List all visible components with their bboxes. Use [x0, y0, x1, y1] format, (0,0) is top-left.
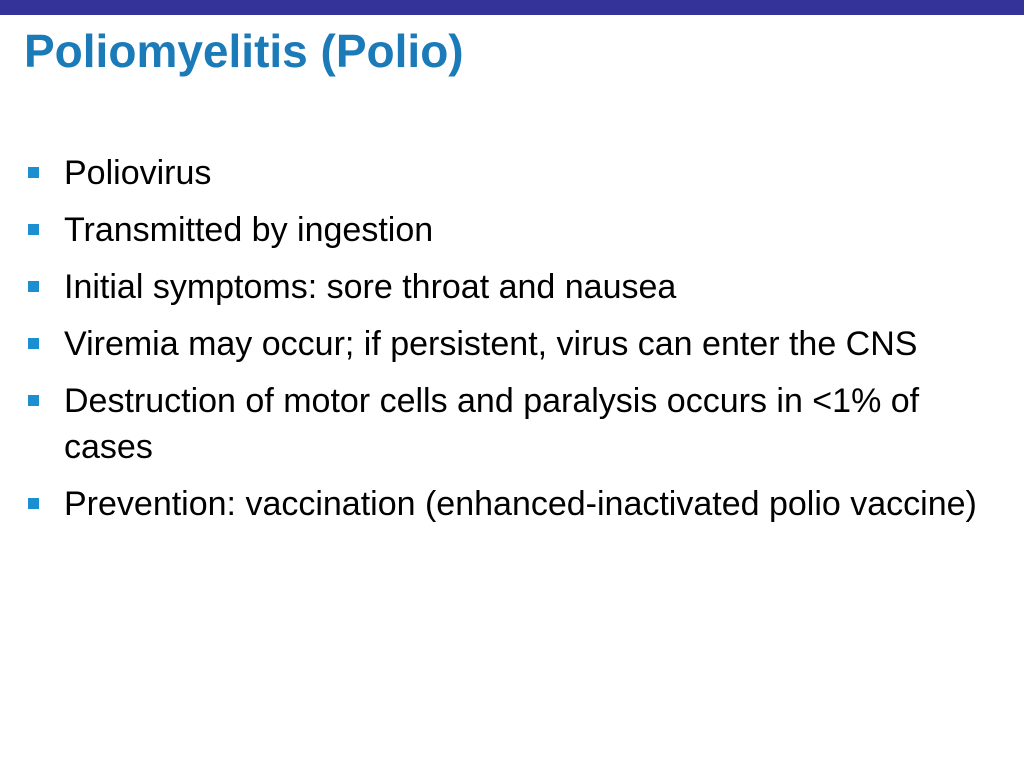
bullet-item — [24, 207, 984, 253]
bullet-list — [24, 150, 984, 538]
bullet-item — [24, 264, 984, 310]
bullet-text: Poliovirus — [64, 154, 212, 192]
square-bullet-icon — [28, 395, 39, 406]
square-bullet-icon — [28, 224, 39, 235]
top-accent-bar — [0, 0, 1024, 15]
square-bullet-icon — [28, 338, 39, 349]
bullet-item — [24, 321, 984, 367]
bullet-item — [24, 378, 984, 470]
bullet-item — [24, 150, 984, 196]
square-bullet-icon — [28, 167, 39, 178]
bullet-text: Destruction of motor cells and paralysis occurs in <1% of cases — [64, 382, 920, 466]
square-bullet-icon — [28, 498, 39, 509]
bullet-text: Prevention: vaccination (enhanced-inactivated polio vaccine) — [64, 485, 977, 523]
slide-title: Poliomyelitis (Polio) — [24, 25, 464, 77]
bullet-text: Viremia may occur; if persistent, virus can enter the CNS — [64, 325, 918, 363]
bullet-text: Initial symptoms: sore throat and nausea — [64, 268, 677, 306]
bullet-text: Transmitted by ingestion — [64, 211, 434, 249]
bullet-item — [24, 481, 984, 527]
square-bullet-icon — [28, 281, 39, 292]
